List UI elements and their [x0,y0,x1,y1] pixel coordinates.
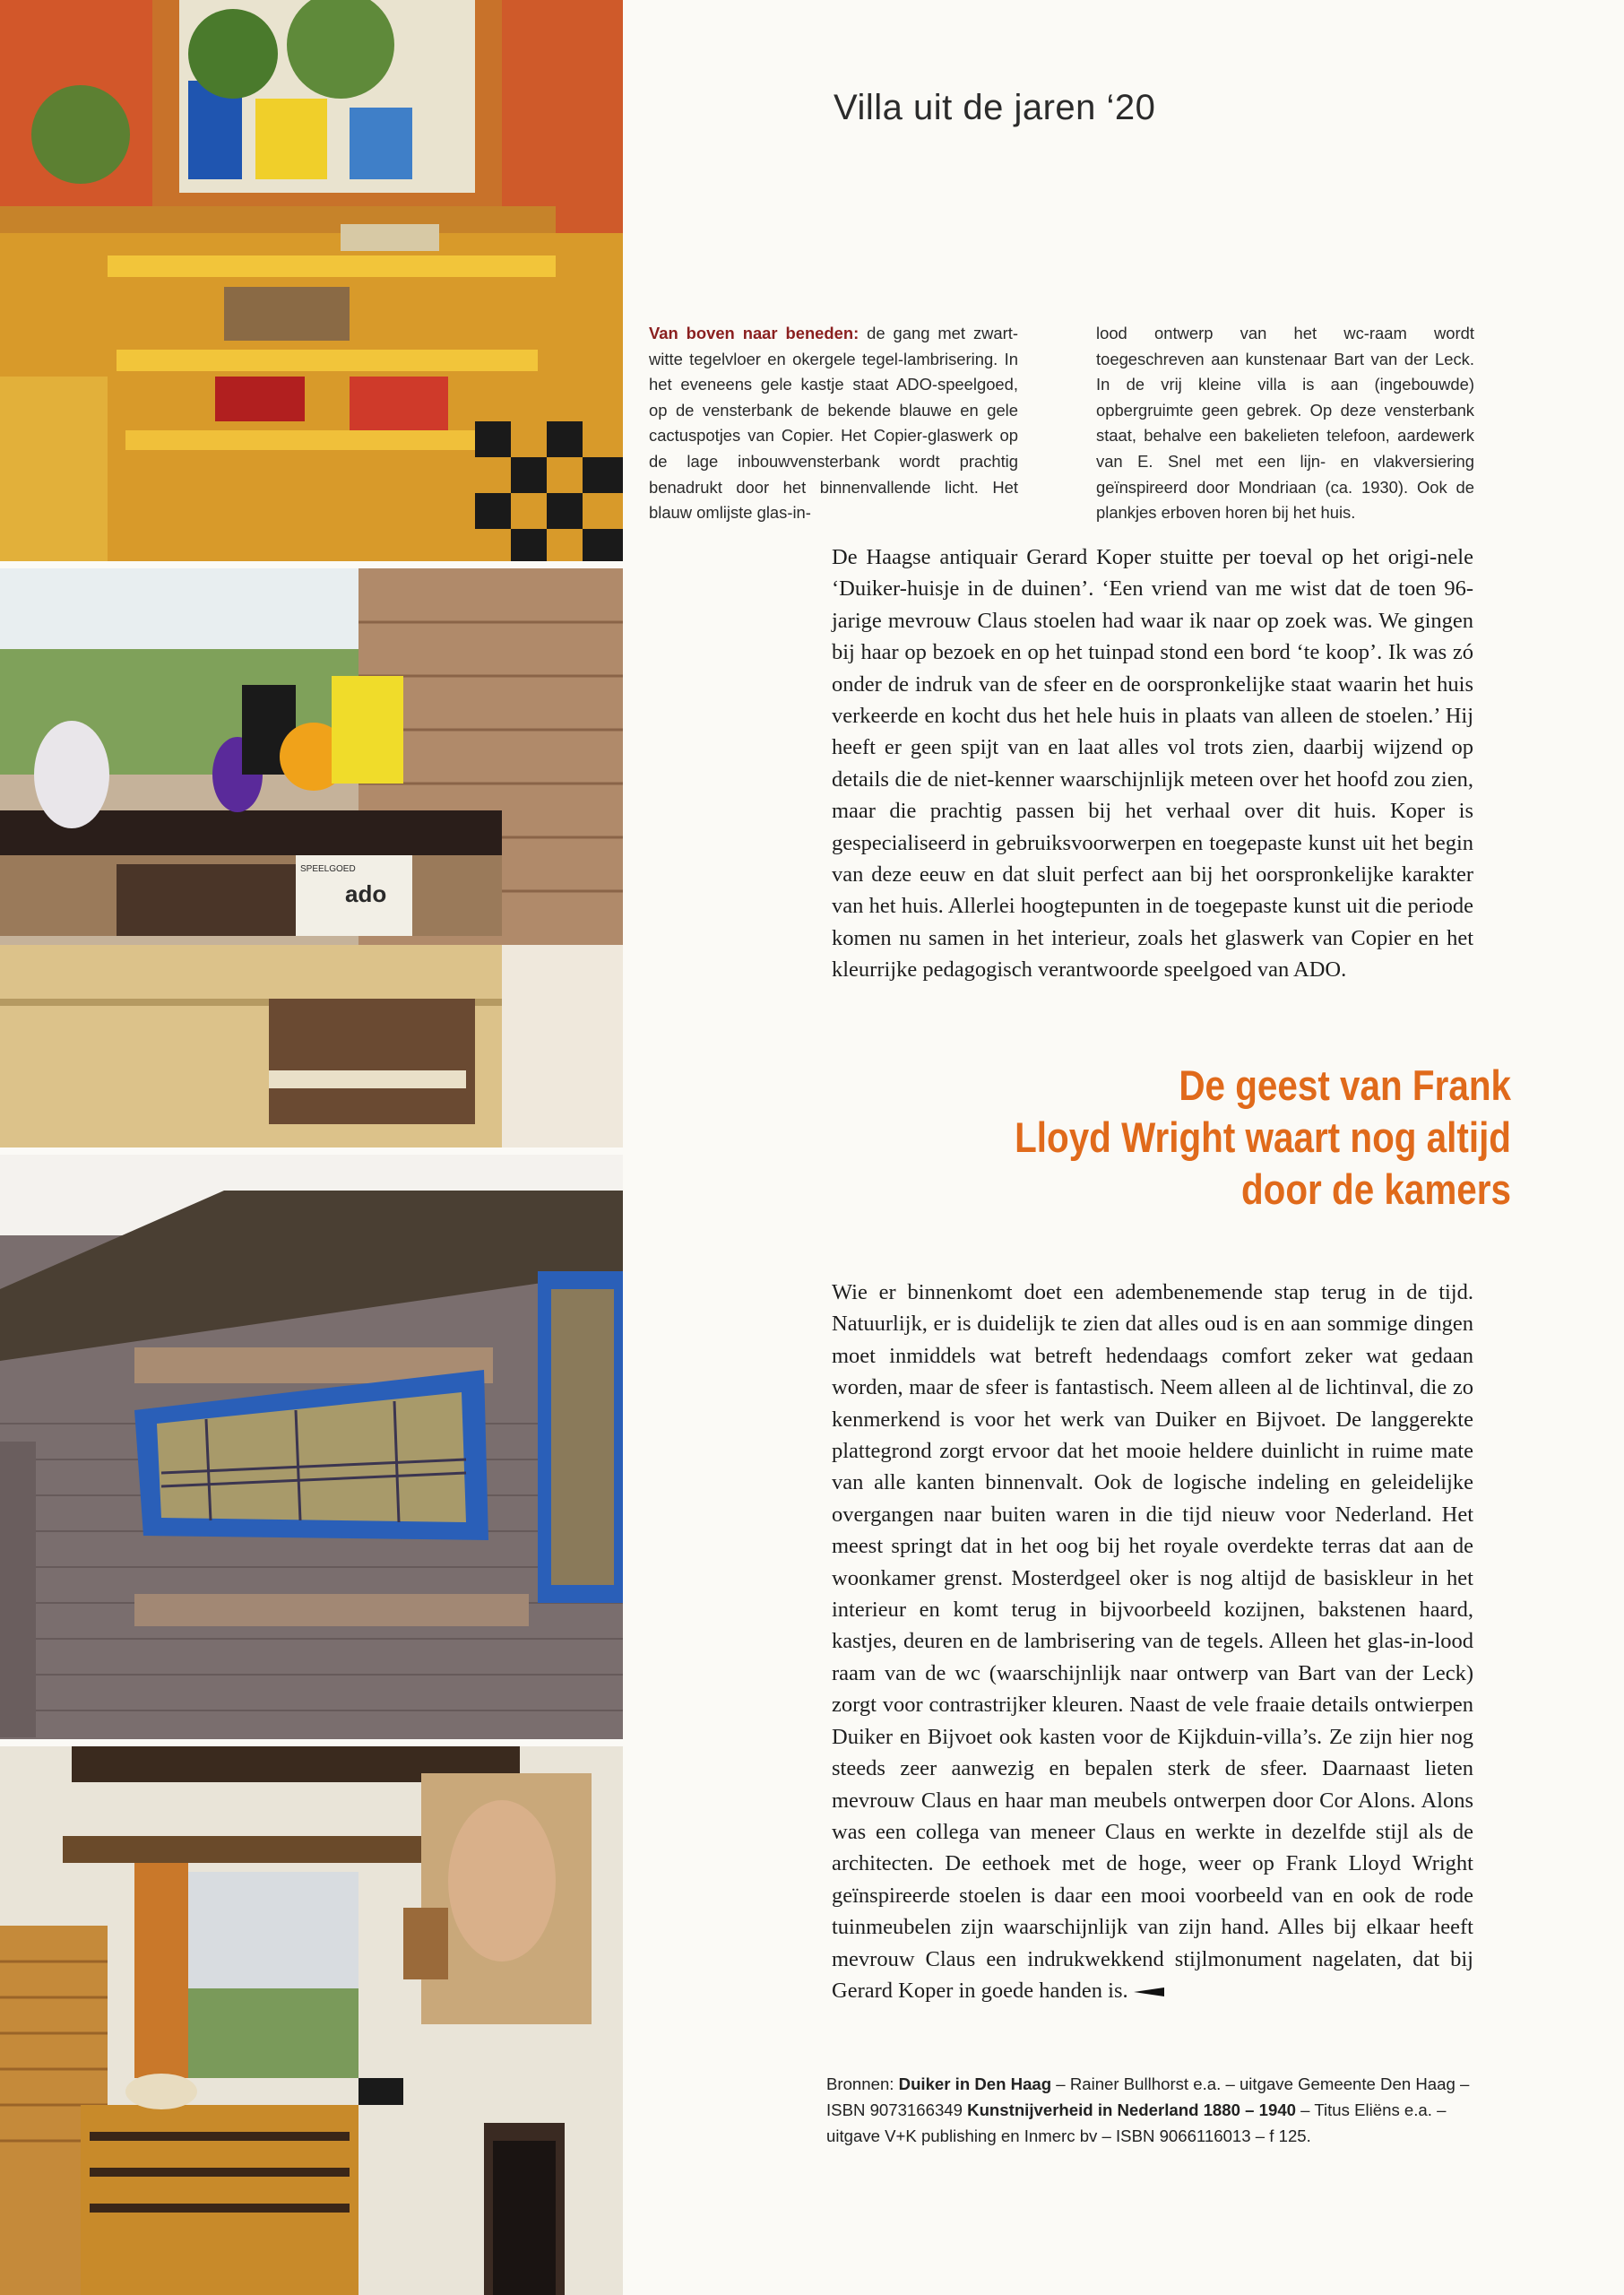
photo-dining-corner [0,1746,623,2295]
body-paragraph-2-text: Wie er binnenkomt doet een adembenemende stap terug in de tijd. Natuurlijk, er is duidelijk te zien dat alles oud is en aan sommige dingen moet inmiddels wat betreft hedendaags comfort zeker wat gedaan worden, maar de sfeer is fantastisch. Neem alleen al de lichtinval, die zo kenmerkend is voor het werk van Duiker en Bijvoet. De langgerekte plattegrond zorgt ervoor dat het mooie heldere duinlicht in ruime mate van alle kanten binnenvalt. Ook de logische indeling en geleidelijke overgangen naar buiten waren in die tijd nieuw voor Nederland. Het meest springt dat in het oog bij het royale overdekte terras dat aan de woonkamer grenst. Mosterdgeel oker is nog altijd de basiskleur in het interieur en komt terug in bijvoorbeeld kozijnen, bakstenen haard, kastjes, deuren en de lambrisering van de tegels. Alleen het glas-in-lood raam van de wc (waarschijnlijk naar ontwerp van Bart van der Leck) zorgt voor contrastrijker kleuren. Naast de vele fraaie details ontwierpen Duiker en Bijvoet ook kasten voor de Kijkduin-villa’s. Ze zijn hier nog steeds zeer aanwezig en bepalen sterk de sfeer. Daarnaast lieten mevrouw Claus en haar man meubels ontwerpen door Cor Alons. Alons was een collega van meneer Claus en werkte in dezelfde stijl als de architecten. De eethoek met de hoge, weer op Frank Lloyd Wright geïnspireerde stoelen is daar een mooi voorbeeld van en ook de rode tuinmeubelen zijn waarschijnlijk van zijn hand. Alles bij elkaar heeft mevrouw Claus een indrukwekkend stijlmonument nagelaten, dat bij Gerard Koper in goede handen is. [832,1280,1473,2003]
ado-logo: ado [345,880,387,907]
photo-exterior-blue-window [0,1155,623,1739]
source-title-2: Kunstnijverheid in Nederland 1880 – 1940 [967,2100,1296,2119]
body-paragraph-1: De Haagse antiquair Gerard Koper stuitte per toeval op het origi-nele ‘Duiker-huisje in de duinen’. ‘Een vriend van me wist dat de toen 96-jarige mevrouw Claus stoelen had waar ik naar op zoek was. We gingen bij haar op bezoek en op het tuinpad stond een bord ‘te koop’. Ik was zó onder de indruk van de sfeer en de oorspronkelijke staat waarin het huis verkeerde en kocht dus het hele huis in plaats van alleen de stoelen.’ Hij heeft er geen spijt van en laat alles vol trots zien, daarbij wijzend op details die de niet-kenner waarschijnlijk meteen over het hoofd zou zien, maar die prachtig passen bij het verhaal over dit huis. Koper is gespecialiseerd in gebruiksvoorwerpen en toegepaste kunst uit het begin van deze eeuw en dat sluit perfect aan bij het oorspronkelijke karakter van het huis. Allerlei hoogtepunten in de toegepaste kunst uit die periode komen nu samen in het interieur, zoals het glaswerk van Copier en het kleurrijke pedagogisch verantwoorde speelgoed van ADO. [832,545,1473,983]
caption-left-text: de gang met zwart-witte tegelvloer en okergele tegel-lambrisering. In het eveneens gele kastje staat ADO-speelgoed, op de vensterbank de bekende blauwe en gele cactuspotjes van Copier. Het Copier-glaswerk op de lage inbouwvensterbank wordt prachtig benadrukt door het binnenvallende licht. Het blauw omlijste glas-in- [649,324,1019,523]
section-title: Villa uit de jaren ‘20 [834,88,1156,127]
book-spine-label: SPEELGOED [300,864,356,874]
heading-line-1: De geest van Frank [1179,1061,1511,1109]
sources-label: Bronnen: [826,2074,899,2093]
photo-hallway-shelves [0,0,623,561]
article-heading [905,1060,1511,1216]
photo-caption-right: lood ontwerp van het wc-raam wordt toegeschreven aan kunstenaar Bart van der Leck. In de vrij kleine villa is aan (ingebouwde) opbergruimte geen gebrek. Op deze vensterbank staat, behalve een bakelieten telefoon, aardewerk van E. Snel met een lijn- en vlakversiering geïnspireerd door Mondriaan (ca. 1930). Ook de plankjes erboven horen bij het huis. [1096,324,1474,523]
sources [826,2071,1479,2149]
heading-line-2: Lloyd Wright waart nog altijd [1015,1113,1511,1161]
photo-caption-left [649,321,1018,526]
source-title-1: Duiker in Den Haag [898,2074,1052,2093]
source-text-2: – Titus Eliëns e.a. – uitgave V+K publishing en Inmerc bv – ISBN 9066116013 – f 125. [826,2100,1447,2145]
photo-window-glasswork [0,568,623,1148]
source-text-1: – Rainer Bullhorst e.a. – uitgave Gemeente Den Haag – ISBN 9073166349 [826,2074,1470,2119]
end-of-article-icon [1134,1988,1164,1996]
heading-line-3: door de kamers [1240,1165,1511,1213]
caption-lead: Van boven naar beneden: [649,324,860,342]
body-paragraph-2 [832,1277,1473,2006]
